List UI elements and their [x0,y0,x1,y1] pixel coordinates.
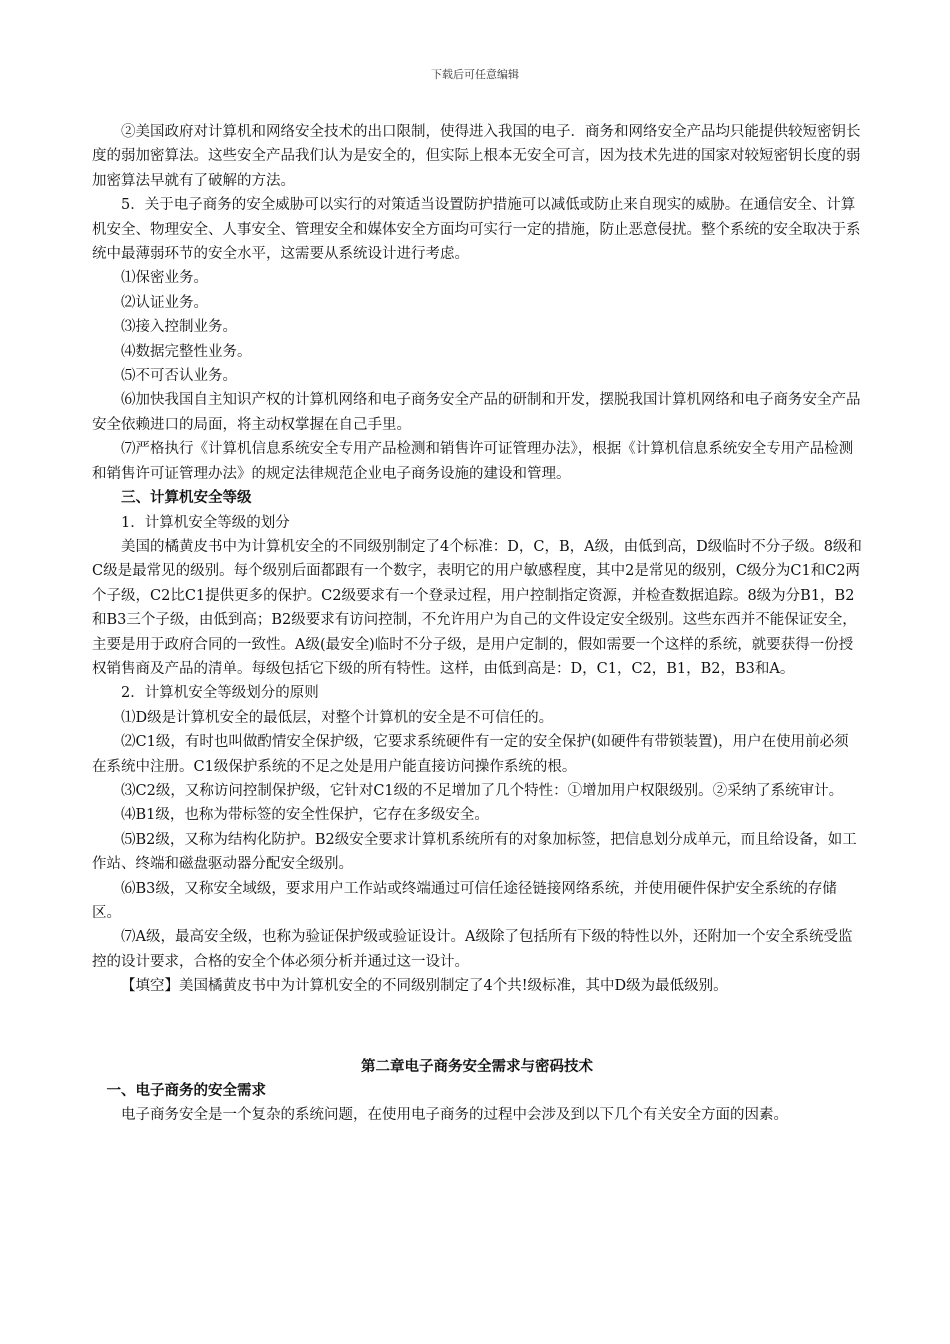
spacer [92,999,862,1055]
list-item: ⑵认证业务。 [121,294,208,311]
paragraph: 电子商务安全是一个复杂的系统问题，在使用电子商务的过程中会涉及到以下几个有关安全方面的因素。 [121,1107,788,1124]
list-item: ⑷数据完整性业务。 [121,343,252,360]
section-heading: 一、电子商务的安全需求 [106,1082,266,1100]
list-item: ⑶接入控制业务。 [121,319,237,336]
list-item: ⑸不可否认业务。 [121,368,237,385]
list-item: ⑺严格执行《计算机信息系统安全专用产品检测和销售许可证管理办法》，根据《计算机信息系统安全专用产品检测和销售许可证管理办法》的规定法律规范企业电子商务设施的建设和管理。 [92,441,854,482]
chapter-title: 第二章电子商务安全需求与密码技术 [361,1057,593,1075]
list-item: ⑶C2级，又称访问控制保护级，它针对C1级的不足增加了几个特性：①增加用户权限级别。②采纳了系统审计。 [121,782,844,799]
paragraph: 美国的橘黄皮书中为计算机安全的不同级别制定了4个标准：D，C，B，A级，由低到高，D级临时不分子级。8级和C级是最常见的级别。每个级别后面都跟有一个数字，表明它的用户敏感程度，其中2是常见的级别，C级分为C1和C2两个子级，C2比C1提供更多的保护。C2级要求有一个登录过程，用户控制指定资源，并检查数据追踪。8级为分B1，B2和B3三个子级，由低到高；B2级要求有访问控制，不允许用户为自己的文件设定安全级别。这些东西并不能保证安全，主要是用于政府合同的一致性。A级(最安全)临时不分子级，是用户定制的，假如需要一个这样的系统，就要获得一份授权销售商及产品的清单。每级包括它下级的所有特性。这样，由低到高是：D，C1，C2，B1，B2，B3和A。 [92,538,862,677]
list-item: ⑺A级，最高安全级，也称为验证保护级或验证设计。A级除了包括所有下级的特性以外，还附加一个安全系统受监控的设计要求，合格的安全个体必须分析并通过这一设计。 [92,929,853,970]
subsection-heading: 1．计算机安全等级的划分 [121,514,290,531]
list-item: ⑹B3级，又称安全域级，要求用户工作站或终端通过可信任途径链接网络系统，并使用硬件保护安全系统的存储区。 [92,880,837,921]
subsection-heading: 2．计算机安全等级划分的原则 [121,685,319,702]
list-item: ⑴D级是计算机安全的最低层，对整个计算机的安全是不可信任的。 [121,709,554,726]
list-item: ⑷B1级，也称为带标签的安全性保护，它存在多级安全。 [121,807,489,824]
list-item: ⑹加快我国自主知识产权的计算机网络和电子商务安全产品的研制和开发，摆脱我国计算机网络和电子商务安全产品安全依赖进口的局面，将主动权掌握在自己手里。 [92,392,861,433]
paragraph: 5．关于电子商务的安全威胁可以实行的对策适当设置防护措施可以减低或防止来自现实的威胁。在通信安全、计算机安全、物理安全、人事安全、管理安全和媒体安全方面均可实行一定的措施，防止恶意侵扰。整个系统的安全取决于系统中最薄弱环节的安全水平，这需要从系统设计进行考虑。 [92,197,861,263]
section-heading: 三、计算机安全等级 [121,489,252,507]
list-item: ⑴保密业务。 [121,270,208,287]
paragraph: ②美国政府对计算机和网络安全技术的出口限制，使得进入我国的电子．商务和网络安全产品均只能提供较短密钥长度的弱加密算法。这些安全产品我们认为是安全的，但实际上根本无安全可言，因为技术先进的国家对较短密钥长度的弱加密算法早就有了破解的方法。 [92,124,861,189]
page-header: 下载后可任意编辑 [431,68,519,81]
document-body [92,120,862,1128]
list-item: ⑵C1级，有时也叫做酌情安全保护级，它要求系统硬件有一定的安全保护(如硬件有带锁装置)，用户在使用前必须在系统中注册。C1级保护系统的不足之处是用户能直接访问操作系统的根。 [92,734,849,775]
list-item: ⑸B2级，又称为结构化防护。B2级安全要求计算机系统所有的对象加标签，把信息划分成单元，而且给设备，如工作站、终端和磁盘驱动器分配安全级别。 [92,831,857,873]
fill-in-note: 【填空】美国橘黄皮书中为计算机安全的不同级别制定了4个共!级标准，其中D级为最低级别。 [121,978,728,995]
